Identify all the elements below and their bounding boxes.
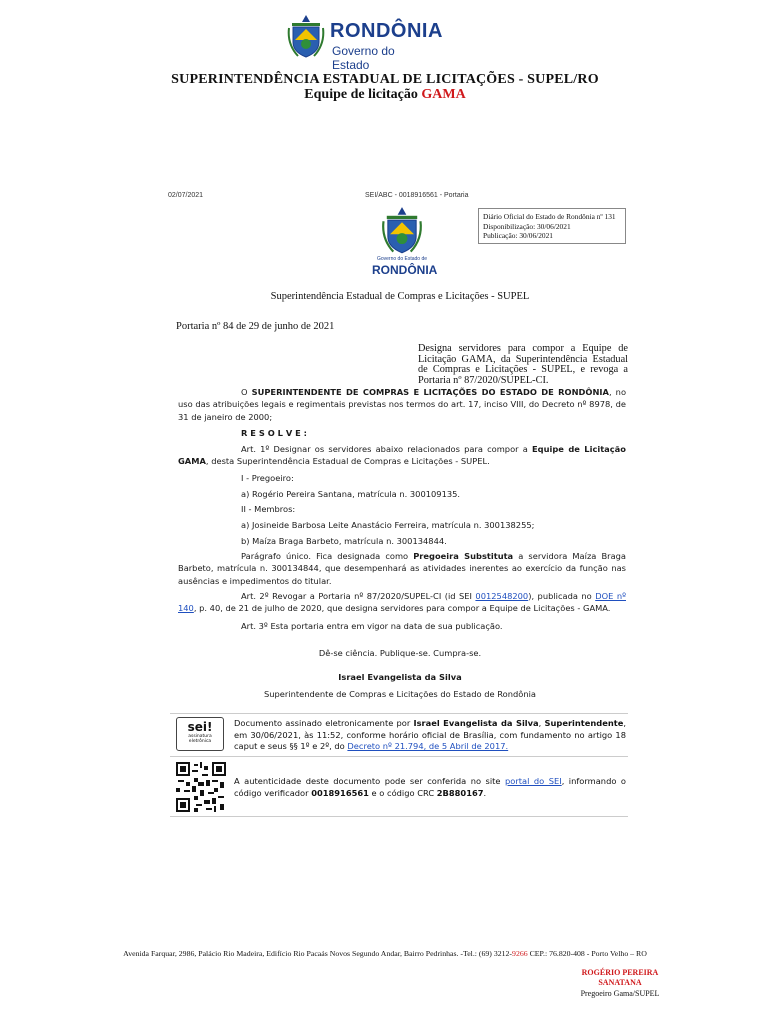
doe-link[interactable]: DOE nº 140: [178, 591, 626, 614]
article-2-middle: ), publicada no: [528, 591, 596, 601]
footer-postal: CEP.: 76.820-408 - Porto Velho – RO: [527, 949, 647, 958]
paragrafo-unico: [178, 550, 626, 587]
rondonia-top-logo: [286, 14, 443, 72]
article-1-team: Equipe de Licitação GAMA: [178, 444, 626, 467]
footer-address: [0, 949, 770, 958]
paragrafo-prefix: Parágrafo único. Fica designada como: [241, 551, 414, 561]
membros-heading: II - Membros:: [241, 504, 296, 514]
brand-name: RONDÔNIA: [330, 20, 443, 42]
sei-logo-main: sei!: [187, 720, 213, 734]
doc-reference: SEI/ABC - 0018916561 - Portaria: [365, 192, 469, 199]
gazette-availability: Disponibilização: 30/06/2021: [483, 221, 571, 231]
article-1-rest: , desta Superintendência Estadual de Compras e Licitações - SUPEL.: [205, 456, 490, 467]
article-2: [178, 590, 626, 615]
membro-item-b: b) Maíza Braga Barbeto, matrícula n. 300134844.: [241, 536, 447, 546]
footer-address-text: Avenida Farquar, 2986, Palácio Rio Madeira, Edifício Rio Pacaás Novos Segundo Andar, Bairro Pedrinhas. -Tel.: (69) 3212-: [123, 949, 513, 958]
sei-signature-logo: [176, 717, 224, 751]
article-1: [178, 443, 626, 468]
article-2-rest: , p. 40, de 21 de julho de 2020, que designa servidores para compor a Equipe de Licitações - GAMA.: [193, 603, 611, 614]
preamble-prefix: O: [241, 387, 252, 397]
gazette-title: Diário Oficial do Estado de Rondônia nº 131: [483, 212, 616, 221]
mid-logo-brand: RONDÔNIA: [372, 263, 438, 277]
membro-item-a: a) Josineide Barbosa Leite Anastácio Ferreira, matrícula n. 300138255;: [241, 520, 535, 530]
signature-text: [234, 718, 626, 753]
signer-title: Superintendente de Compras e Licitações do Estado de Rondônia: [264, 689, 536, 699]
sei-id-link[interactable]: 0012548200: [475, 591, 529, 601]
signature-role: Superintendente: [544, 718, 624, 728]
coat-of-arms-icon: [380, 206, 424, 256]
sei-logo-sub2: eletrônica: [188, 739, 212, 744]
header-title: SUPERINTENDÊNCIA ESTADUAL DE LICITAÇÕES - SUPEL/RO: [171, 72, 599, 87]
signature-text-2: ,: [538, 718, 545, 728]
ementa: Designa servidores para compor a Equipe de Licitação GAMA, da Superintendência Estadual de Compras e Licitações - SUPEL, e revoga a Portaria nº 87/2020/SUPEL-CI.: [418, 343, 628, 386]
sei-portal-link[interactable]: portal do SEI: [505, 776, 562, 786]
stamp-name-line2: SANATANA: [598, 978, 642, 987]
article-3: Art. 3º Esta portaria entra em vigor na data de sua publicação.: [241, 621, 503, 631]
signature-text-3: , em 30/06/2021, às 11:52, conforme horário oficial de Brasília, com fundamento no artigo 18 caput e seus §§ 1º e 2º, do: [234, 718, 626, 751]
pregoeiro-heading: I - Pregoeiro:: [241, 473, 294, 483]
electronic-signature-block: [170, 713, 628, 757]
auth-text-3: e o código CRC: [368, 787, 437, 798]
authenticity-text: [234, 776, 626, 799]
preamble: [178, 386, 626, 423]
auth-text-1: A autenticidade deste documento pode ser conferida no site: [234, 776, 506, 786]
preamble-rest: , no uso das atribuições legais e regimentais previstas nos termos do art. 17, inciso VIII, do Decreto nº 8978, de 31 de janeiro de 2000;: [178, 387, 627, 422]
brand-subtitle: Governo do Estado: [332, 44, 395, 72]
verifier-code: 0018916561: [311, 787, 369, 798]
paragrafo-rest: a servidora Maíza Braga Barbeto, matrícula n. 300134844, que desempenhará as atividades inerentes ao exercício da função nas ausências e impedimentos do titular.: [178, 551, 627, 586]
rondonia-mid-logo: [372, 206, 438, 278]
auth-text-4: .: [483, 787, 487, 798]
footer-phone-ext: 9266: [512, 949, 528, 958]
auth-text-2: , informando o código verificador: [234, 776, 626, 798]
header-team-name: GAMA: [421, 87, 466, 102]
organization-name: Superintendência Estadual de Compras e Licitações - SUPEL: [270, 291, 530, 302]
preamble-authority: SUPERINTENDENTE DE COMPRAS E LICITAÇÕES DO ESTADO DE RONDÔNIA: [251, 387, 609, 397]
decree-link[interactable]: Decreto nº 21.794, de 5 Abril de 2017.: [347, 741, 509, 751]
mid-logo-subtitle: Governo do Estado de: [376, 256, 428, 262]
article-1-prefix: Art. 1º Designar os servidores abaixo relacionados para compor a: [241, 444, 532, 454]
crc-code: 2B880167: [436, 787, 484, 798]
article-2-prefix: Art. 2º Revogar a Portaria nº 87/2020/SUPEL-CI (id SEI: [241, 591, 476, 601]
coat-of-arms-icon: [286, 14, 326, 60]
closing-statement: Dê-se ciência. Publique-se. Cumpra-se.: [318, 648, 482, 658]
doc-date: 02/07/2021: [168, 192, 204, 199]
header-subtitle: [0, 87, 770, 103]
stamp-name-line1: ROGÉRIO PEREIRA: [581, 968, 659, 977]
pregoeiro-item: a) Rogério Pereira Santana, matrícula n. 300109135.: [241, 489, 461, 499]
portaria-title: Portaria nº 84 de 29 de junho de 2021: [176, 321, 335, 332]
signature-text-1: Documento assinado eletronicamente por: [234, 718, 414, 728]
authenticity-block: [170, 758, 628, 817]
gazette-publication: Publicação: 30/06/2021: [483, 231, 553, 240]
official-gazette-box: [478, 208, 626, 244]
header-subtitle-text: Equipe de licitação: [304, 87, 422, 102]
paragrafo-role: Pregoeira Substituta: [413, 551, 514, 561]
sei-logo-sub1: assinatura: [188, 734, 212, 739]
qr-code-icon: [176, 762, 226, 812]
signature-signer: Israel Evangelista da Silva: [413, 718, 539, 728]
stamp-role: Pregoeiro Gama/SUPEL: [580, 989, 660, 998]
resolve-heading: R E S O L V E :: [241, 428, 307, 438]
signer-name: Israel Evangelista da Silva: [338, 672, 462, 682]
